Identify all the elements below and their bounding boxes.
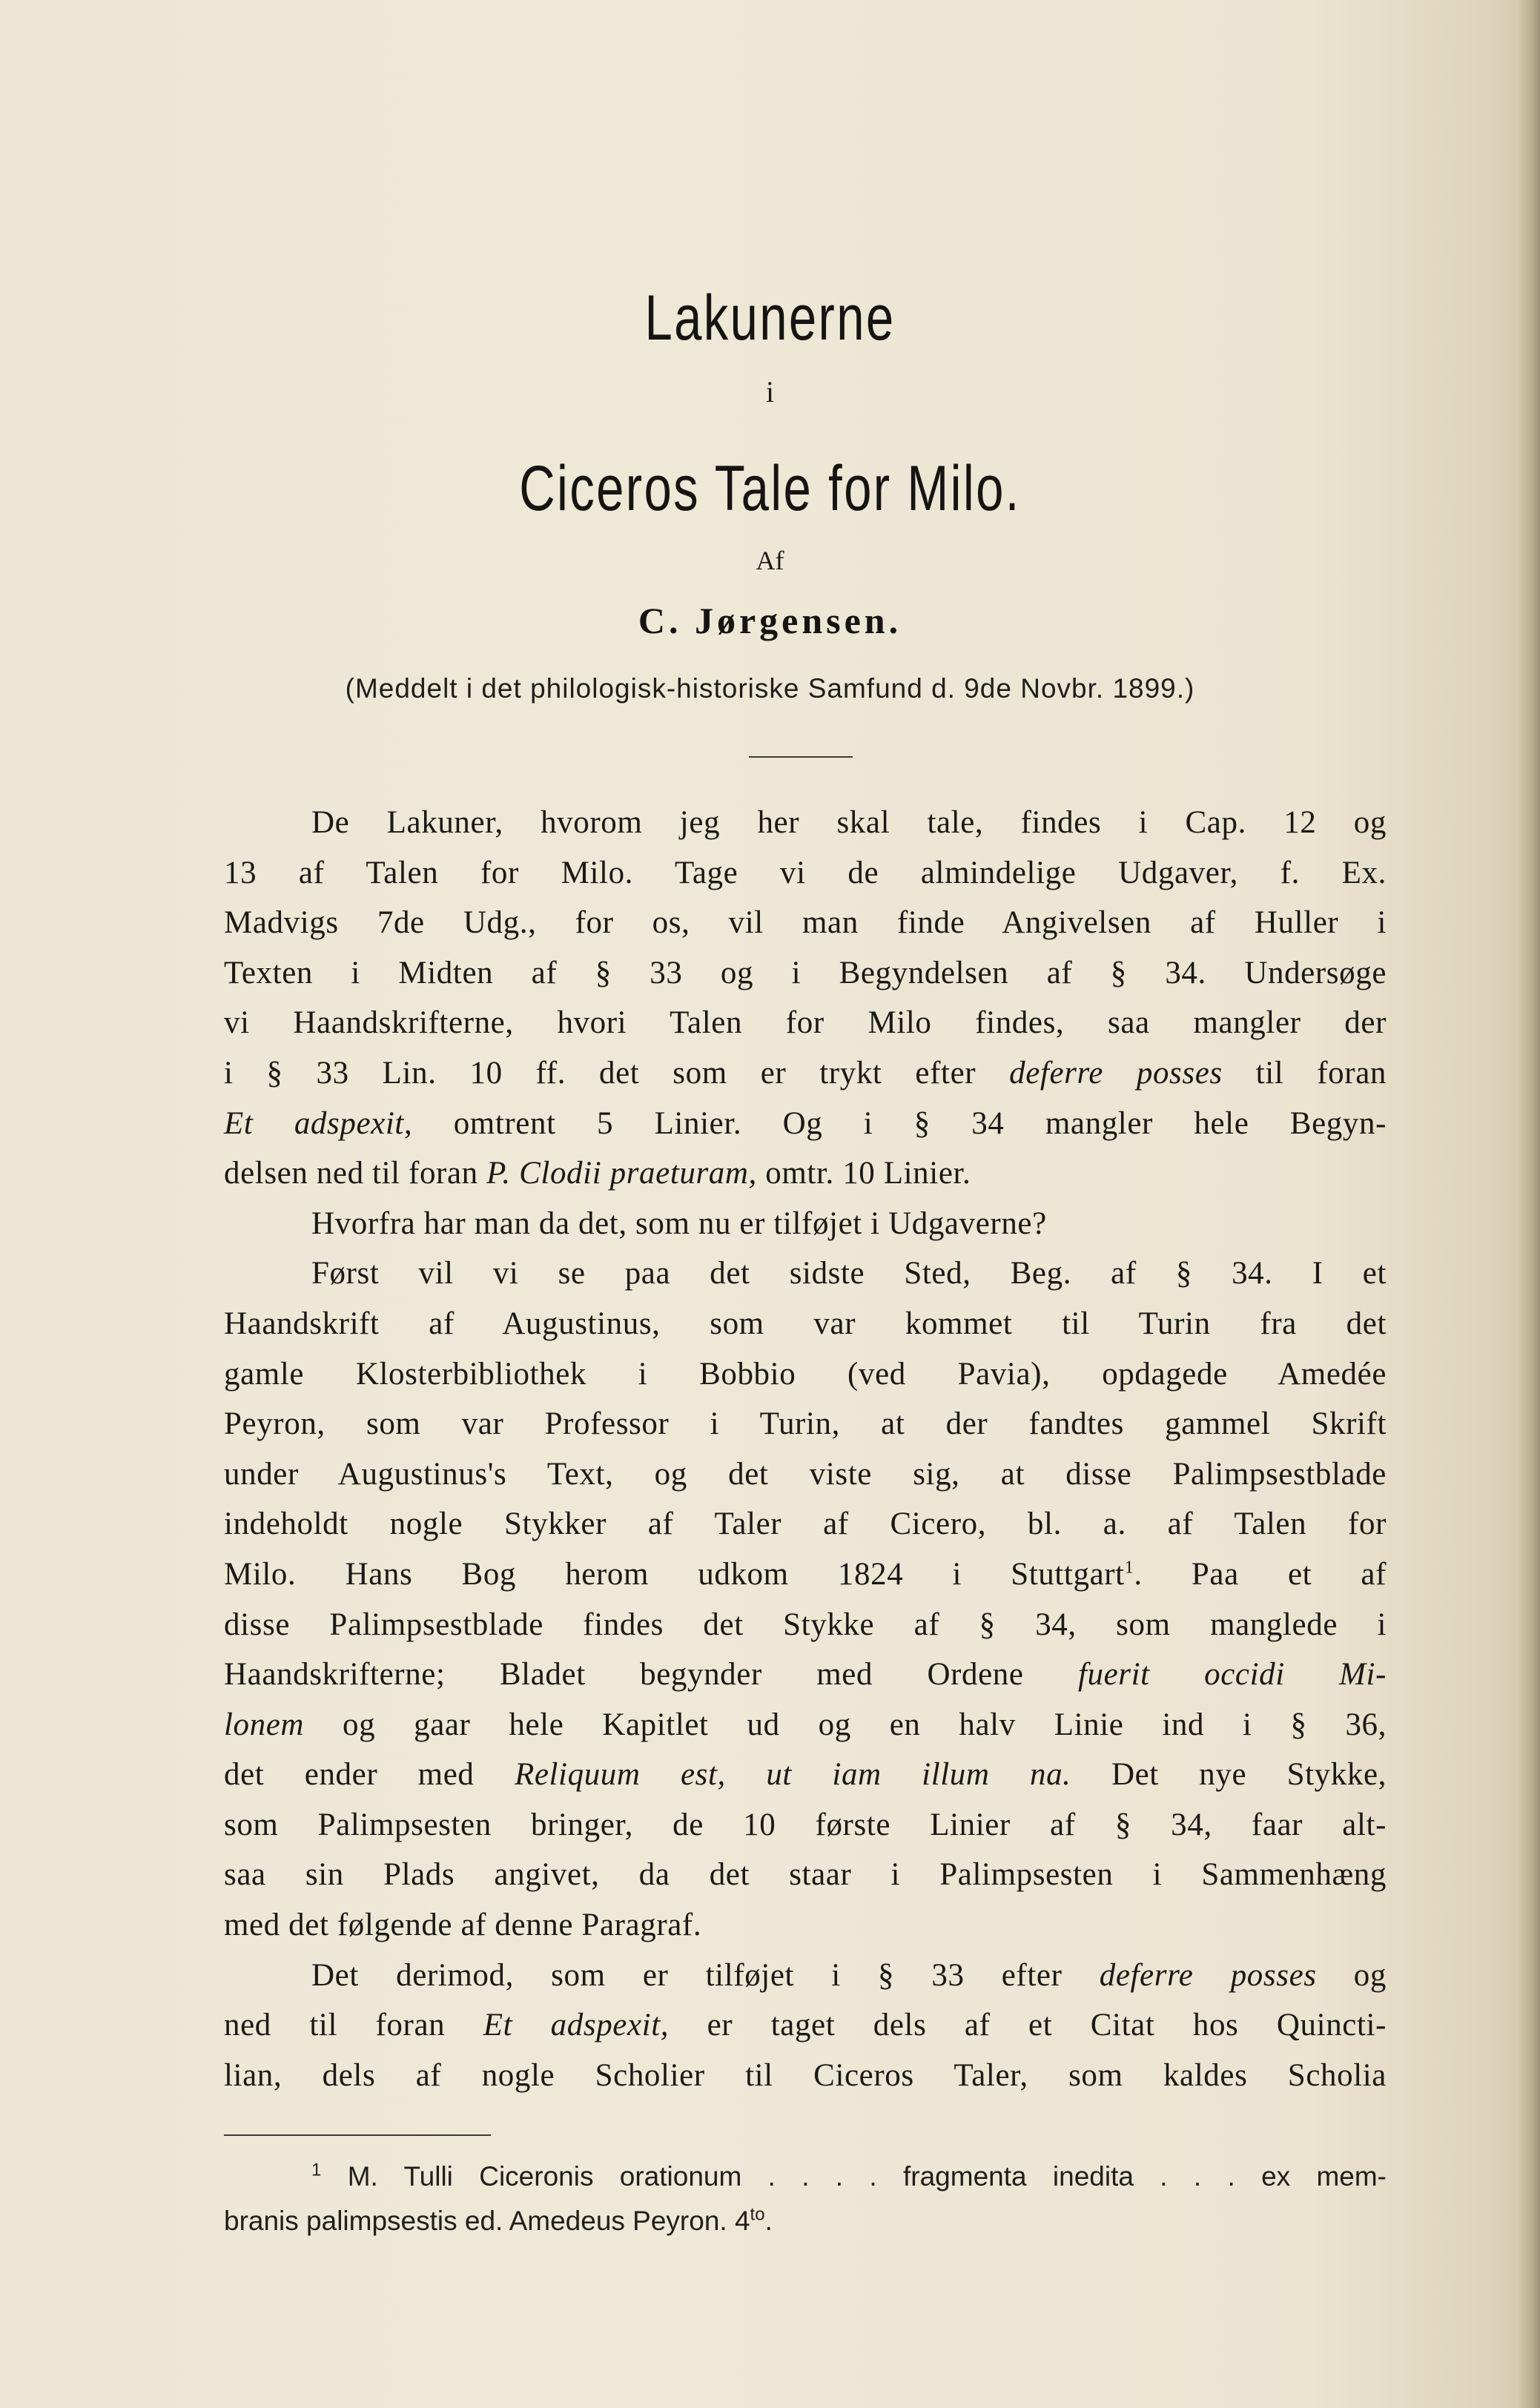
body-line: Haandskrift af Augustinus, som var kommet til Turin fra det — [224, 1306, 1387, 1341]
body-text — [224, 798, 1387, 2100]
body-line: Først vil vi se paa det sidste Sted, Beg. af § 34. I et — [311, 1256, 1387, 1291]
body-line: Hvorfra har man da det, som nu er tilføjet i Udgaverne? — [311, 1205, 1047, 1241]
body-line: Haandskrifterne; Bladet begynder med Ordene fuerit occidi Mi- — [224, 1657, 1387, 1693]
author-name: C. Jørgensen. — [638, 600, 902, 641]
body-line: saa sin Plads angivet, da det staar i Palimpsesten i Sammenhæng — [224, 1857, 1387, 1893]
footnote-line-1: $^1$ M. Tulli Ciceronis orationum . . . . fragmenta inedita . . . ex mem- — [311, 2160, 1387, 2192]
title-conjunction: i — [765, 375, 775, 408]
communication-note: (Meddelt i det philologisk-historiske Samfund d. 9de Novbr. 1899.) — [345, 673, 1195, 704]
body-line: disse Palimpsestblade findes det Stykke af § 34, som manglede i — [224, 1607, 1387, 1642]
body-line: vi Haandskrifterne, hvori Talen for Milo findes, saa mangler der — [224, 1005, 1387, 1041]
body-line: gamle Klosterbibliothek i Bobbio (ved Pavia), opdagede Amedée — [224, 1356, 1387, 1392]
byline: Af — [756, 546, 784, 575]
body-line: det ender med Reliquum est, ut iam illum na. Det nye Stykke, — [224, 1757, 1387, 1793]
body-line: Det derimod, som er tilføjet i § 33 efter deferre posses og — [311, 1957, 1387, 1993]
body-line: 13 af Talen for Milo. Tage vi de almindelige Udgaver, f. Ex. — [224, 855, 1387, 890]
body-line: Et adspexit, omtrent 5 Linier. Og i § 34 mangler hele Begyn- — [224, 1105, 1387, 1141]
body-line: Milo. Hans Bog herom udkom 1824 i Stuttgart$^1$. Paa et af — [224, 1556, 1387, 1592]
body-line: som Palimpsesten bringer, de 10 første Linier af § 34, faar alt- — [224, 1807, 1387, 1842]
body-line: lian, dels af nogle Scholier til Ciceros Taler, som kaldes Scholia — [224, 2057, 1387, 2093]
body-line: under Augustinus's Text, og det viste sig, at disse Palimpsestblade — [224, 1456, 1387, 1492]
article-title: Lakunerne — [644, 282, 896, 354]
page-edge-shadow — [1518, 0, 1540, 2408]
body-line: med det følgende af denne Paragraf. — [224, 1908, 702, 1943]
body-line: Texten i Midten af § 33 og i Begyndelsen af § 34. Undersøge — [224, 955, 1387, 990]
article-subtitle: Ciceros Tale for Milo. — [519, 453, 1021, 524]
footnote — [224, 2154, 1387, 2243]
body-line: Peyron, som var Professor i Turin, at der fandtes gammel Skrift — [224, 1406, 1387, 1442]
body-line: lonem og gaar hele Kapitlet ud og en halv Linie ind i § 36, — [224, 1707, 1387, 1742]
body-line: De Lakuner, hvorom jeg her skal tale, findes i Cap. 12 og — [311, 805, 1387, 840]
body-line: delsen ned til foran P. Clodii praeturam, omtr. 10 Linier. — [224, 1156, 971, 1191]
body-line: indeholdt nogle Stykker af Taler af Cicero, bl. a. af Talen for — [224, 1506, 1387, 1542]
title-divider — [749, 756, 853, 758]
footnote-line-2: branis palimpsestis ed. Amedeus Peyron. $4^{to}$. — [224, 2204, 773, 2236]
body-line: Madvigs 7de Udg., for os, vil man finde Angivelsen af Huller i — [224, 905, 1387, 941]
footnote-rule — [224, 2134, 491, 2136]
footnote-mark: 1 — [311, 2160, 322, 2180]
body-line: ned til foran Et adspexit, er taget dels af et Citat hos Quincti- — [224, 2008, 1387, 2043]
body-line: i § 33 Lin. 10 ff. det som er trykt efter deferre posses til foran — [224, 1055, 1387, 1091]
